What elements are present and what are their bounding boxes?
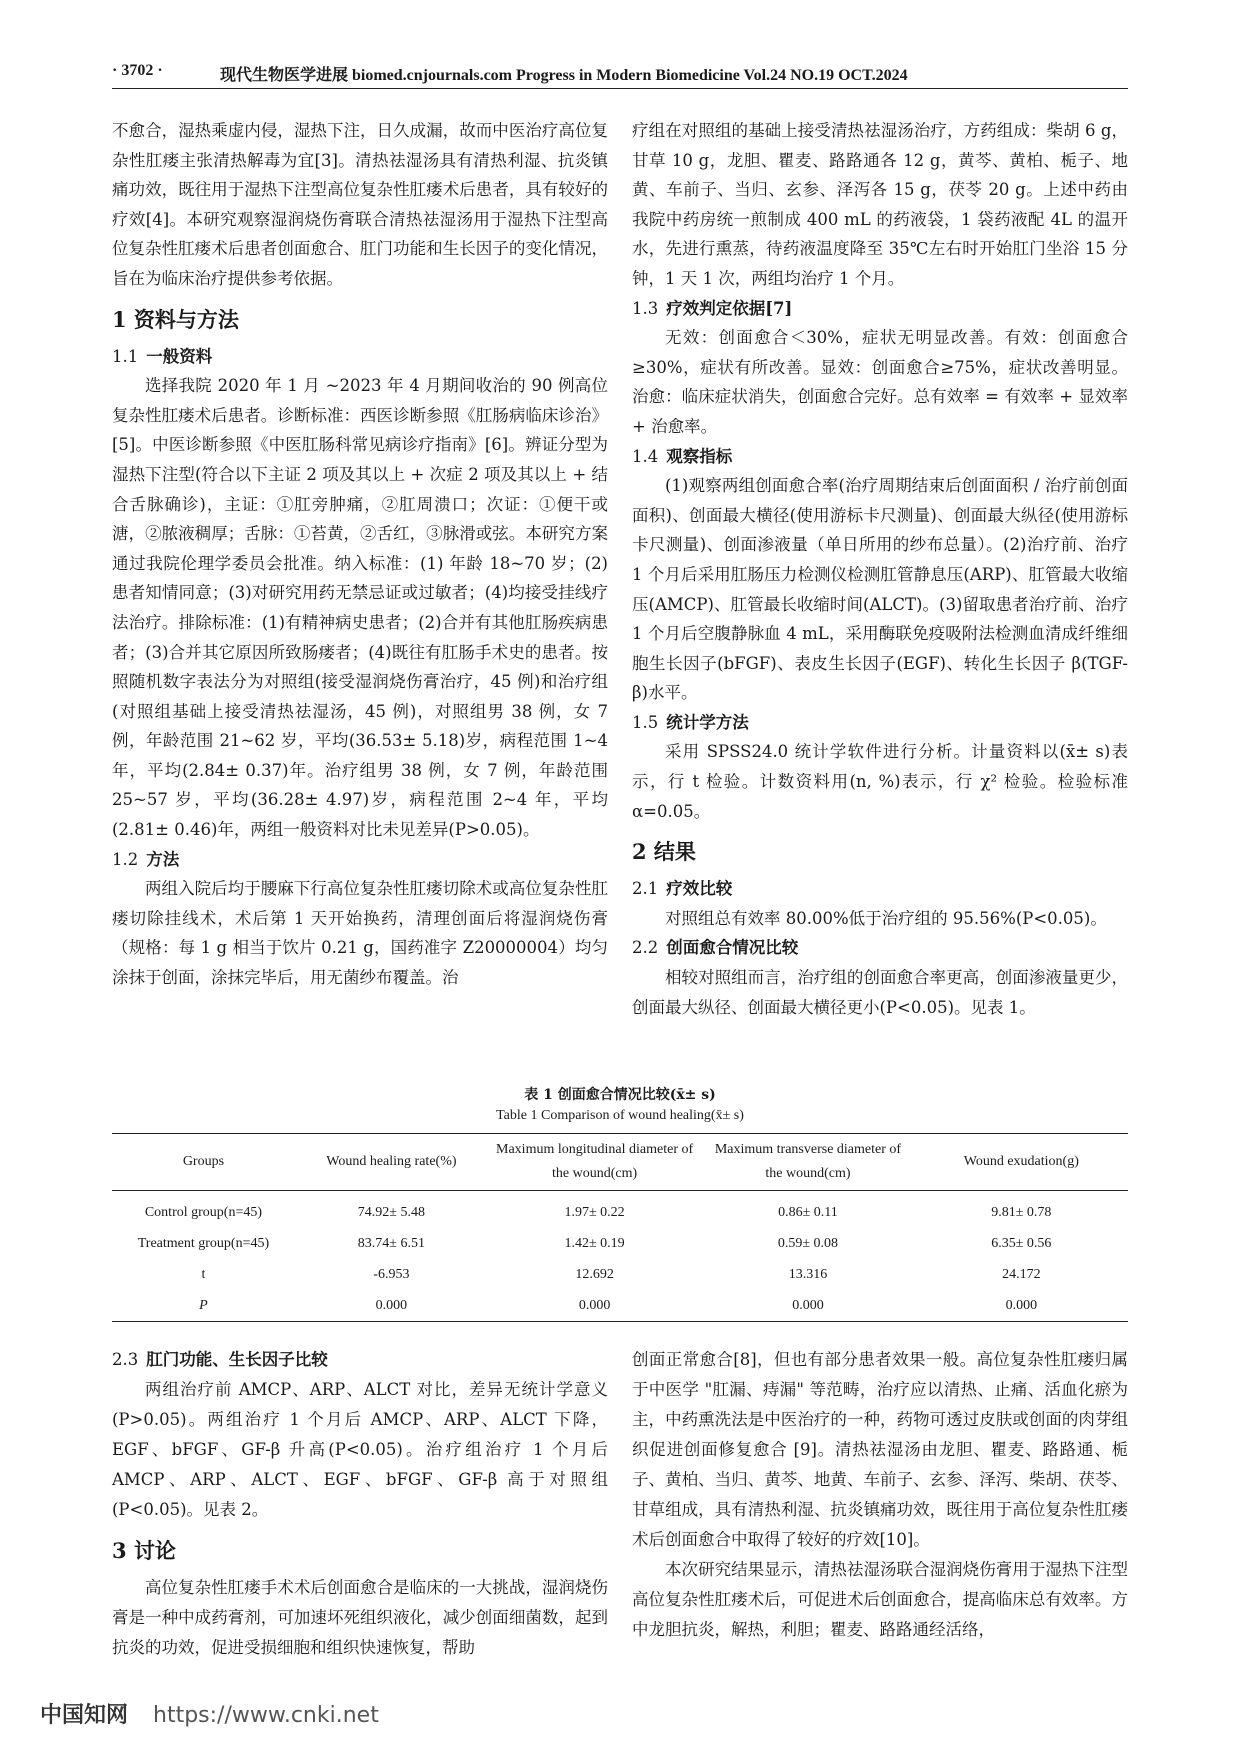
table-cell: 83.74± 6.51 — [357, 1235, 425, 1251]
right-column — [632, 116, 1128, 1022]
subsection-heading-statistics — [632, 708, 1128, 738]
table-header-cell: Maximum longitudinal diameter of the wound(cm) — [488, 1134, 701, 1191]
subsection-number: 1.1 — [112, 346, 139, 366]
table-caption-zh: 表 1 创面愈合情况比较(x̄± s) — [524, 1087, 716, 1103]
paragraph-indicators: (1)观察两组创面愈合率(治疗周期结束后创面面积 / 治疗前创面面积)、创面最大横径(使用游标卡尺测量)、创面最大纵径(使用游标卡尺测量)、创面渗液量（单日所用的纱布总量）。(2)治疗前、治疗 1 个月后采用肛肠压力检测仪检测肛管静息压(ARP)、肛管最大收缩压(AMCP)、肛管最长收缩时间(ALCT)。(3)留取患者治疗前、治疗 1 个月后空腹静脉血 4 mL，采用酶联免疫吸附法检测血清成纤维细胞生长因子(bFGF)、表皮生长因子(EGF)、转化生长因子 β(TGF-β)水平。 — [632, 476, 1128, 703]
table-cell: 0.86± 0.11 — [778, 1204, 838, 1220]
subsection-number: 1.2 — [112, 849, 139, 869]
table-cell: 13.316 — [788, 1266, 828, 1282]
subsection-number: 1.3 — [632, 298, 659, 318]
paragraph-results-summary: 本次研究结果显示，清热祛湿汤联合湿润烧伤膏用于湿热下注型高位复杂性肛瘘术后，可促进术后创面愈合，提高临床总有效率。方中龙胆抗炎，解热，利胆；瞿麦、路路通经活络， — [632, 1560, 1128, 1639]
table-cell: -6.953 — [373, 1266, 410, 1282]
subsection-number: 2.3 — [112, 1350, 139, 1369]
table-header-cell: Wound healing rate(%) — [295, 1134, 488, 1191]
table-caption-en: Table 1 Comparison of wound healing(x̄± s) — [496, 1108, 744, 1123]
cnki-url[interactable]: https://www.cnki.net — [153, 1703, 379, 1728]
table-cell: Control group(n=45) — [144, 1204, 263, 1220]
paragraph-wound: 相较对照组而言，治疗组的创面愈合率更高，创面渗液量更少，创面最大纵径、创面最大横径更小(P<0.05)。见表 1。 — [632, 968, 1128, 1017]
table-header-cell: Wound exudation(g) — [915, 1134, 1128, 1191]
table-cell: t — [201, 1266, 206, 1282]
table-cell: 9.81± 0.78 — [991, 1204, 1052, 1220]
section-heading-discussion: 3 讨论 — [112, 1537, 176, 1563]
footer-watermark — [40, 1698, 379, 1729]
subsection-title: 一般资料 — [146, 346, 213, 366]
subsection-number: 1.5 — [632, 712, 659, 732]
table-cell: 1.42± 0.19 — [564, 1235, 625, 1251]
subsection-number: 1.4 — [632, 446, 659, 466]
table-row — [112, 1228, 1128, 1259]
table-cell: 74.92± 5.48 — [357, 1204, 425, 1220]
table-cell: 24.172 — [1002, 1266, 1041, 1282]
table-cell: Treatment group(n=45) — [137, 1235, 270, 1251]
table-header-cell: Maximum transverse diameter of the wound(cm) — [701, 1134, 914, 1191]
table-cell: 6.35± 0.56 — [991, 1235, 1052, 1251]
subsection-heading-general — [112, 342, 608, 372]
subsection-title: 疗效判定依据[7] — [666, 298, 793, 318]
subsection-heading-method — [112, 845, 608, 875]
paragraph-method-continued: 疗组在对照组的基础上接受清热祛湿汤治疗，方药组成：柴胡 6 g，甘草 10 g，龙胆、瞿麦、路路通各 12 g，黄芩、黄柏、栀子、地黄、车前子、当归、玄参、泽泻各 15 g，茯苓 20 g。上述中药由我院中药房统一煎制成 400 mL 的药液袋，1 袋药液配 4L 的温开水，先进行熏蒸，待药液温度降至 35℃左右时开始肛门坐浴 15 分钟，1 天 1 次，两组均治疗 1 个月。 — [632, 121, 1128, 288]
section-heading-results: 2 结果 — [632, 839, 696, 865]
subsection-number: 2.1 — [632, 879, 659, 899]
section-heading-methods: 1 资料与方法 — [112, 306, 239, 332]
bottom-right-column — [632, 1345, 1128, 1645]
intro-paragraph: 不愈合，湿热乘虚内侵，湿热下注，日久成漏，故而中医治疗高位复杂性肛瘘主张清热解毒为宜[3]。清热祛湿汤具有清热利湿、抗炎镇痛功效，既往用于湿热下注型高位复杂性肛瘘术后患者，具有较好的疗效[4]。本研究观察湿润烧伤膏联合清热祛湿汤用于湿热下注型高位复杂性肛瘘术后患者创面愈合、肛门功能和生长因子的变化情况，旨在为临床治疗提供参考依据。 — [112, 121, 608, 288]
subsection-heading-wound — [632, 933, 1128, 963]
paragraph-method: 两组入院后均于腰麻下行高位复杂性肛瘘切除术或高位复杂性肛瘘切除挂线术，术后第 1 天开始换药，清理创面后将湿润烧伤膏（规格：每 1 g 相当于饮片 0.21 g，国药准字 Z20000004）均匀涂抹于创面，涂抹完毕后，用无菌纱布覆盖。治 — [112, 879, 608, 988]
subsection-heading-indicators — [632, 442, 1128, 472]
table-row — [112, 1259, 1128, 1290]
subsection-title: 疗效比较 — [666, 879, 733, 899]
table-header-row — [112, 1134, 1128, 1191]
subsection-heading-criteria — [632, 294, 1128, 324]
cnki-logo: 中国知网 — [40, 1703, 129, 1728]
table-cell: 0.000 — [1005, 1297, 1038, 1313]
left-column — [112, 116, 608, 993]
subsection-title: 创面愈合情况比较 — [666, 938, 799, 958]
subsection-title: 方法 — [146, 849, 180, 869]
table-cell: 0.000 — [792, 1297, 824, 1313]
subsection-heading-anal-function — [112, 1345, 608, 1375]
journal-line: 现代生物医学进展 biomed.cnjournals.com Progress in Modern Biomedicine Vol.24 NO.19 OCT.2024 — [220, 67, 908, 84]
table-row — [112, 1191, 1128, 1229]
subsection-number: 2.2 — [632, 938, 659, 958]
bottom-left-column — [112, 1345, 608, 1663]
paragraph-discussion-continued: 创面正常愈合[8]，但也有部分患者效果一般。高位复杂性肛瘘归属于中医学 "肛漏、痔漏" 等范畴，治疗应以清热、止痛、活血化瘀为主，中药熏洗法是中医治疗的一种，药物可透过皮肤或创面的肉芽组织促进创面修复愈合 [9]。清热祛湿汤由龙胆、瞿麦、路路通、栀子、黄柏、当归、黄芩、地黄、车前子、玄参、泽泻、柴胡、茯苓、甘草组成，具有清热利湿、抗炎镇痛功效，既往用于高位复杂性肛瘘术后创面愈合中取得了较好的疗效[10]。 — [632, 1350, 1128, 1549]
subsection-heading-efficacy — [632, 874, 1128, 904]
table-cell: 0.59± 0.08 — [777, 1235, 839, 1251]
paragraph-criteria: 无效：创面愈合＜30%，症状无明显改善。有效：创面愈合≥30%，症状有所改善。显效：创面愈合≥75%，症状改善明显。治愈：临床症状消失，创面愈合完好。总有效率 = 有效率 + 显效率 + 治愈率。 — [632, 328, 1128, 436]
table-cell: 0.000 — [375, 1297, 408, 1313]
table-cell: 1.97± 0.22 — [564, 1204, 625, 1220]
subsection-title: 肛门功能、生长因子比较 — [146, 1350, 328, 1369]
paragraph-statistics: 采用 SPSS24.0 统计学软件进行分析。计量资料以(x̄± s)表示，行 t 检验。计数资料用(n, %)表示，行 χ² 检验。检验标准 α=0.05。 — [632, 742, 1128, 821]
paragraph-discussion: 高位复杂性肛瘘手术术后创面愈合是临床的一大挑战，湿润烧伤膏是一种中成药膏剂，可加速坏死组织液化，减少创面细菌数，起到抗炎的功效，促进受损细胞和组织快速恢复，帮助 — [112, 1577, 608, 1657]
paragraph-efficacy: 对照组总有效率 80.00%低于治疗组的 95.56%(P<0.05)。 — [665, 908, 1107, 928]
table-row — [112, 1290, 1128, 1322]
subsection-title: 统计学方法 — [666, 712, 749, 732]
paragraph-anal-function: 两组治疗前 AMCP、ARP、ALCT 对比，差异无统计学意义(P>0.05)。两组治疗 1 个月后 AMCP、ARP、ALCT 下降，EGF、bFGF、GF-β 升高(P<0.05)。治疗组治疗 1 个月后 AMCP、ARP、ALCT、EGF、bFGF、GF-β 高于对照组(P<0.05)。见表 2。 — [112, 1379, 608, 1519]
table-cell: P — [199, 1297, 208, 1313]
running-header — [112, 58, 1128, 89]
table-cell: 12.692 — [575, 1266, 614, 1282]
subsection-title: 观察指标 — [666, 446, 733, 466]
wound-healing-table — [112, 1133, 1128, 1322]
page-number: · 3702 · — [112, 62, 163, 79]
paragraph-general-data: 选择我院 2020 年 1 月 ~2023 年 4 月期间收治的 90 例高位复杂性肛瘘术后患者。诊断标准：西医诊断参照《肛肠病临床诊治》[5]。中医诊断参照《中医肛肠科常见病诊疗指南》[6]。辨证分型为湿热下注型(符合以下主证 2 项及其以上 + 次症 2 项及其以上 + 结合舌脉确诊)，主证：①肛旁肿痛，②肛周溃口；次证：①便干或溏，②脓液稠厚；舌脉：①苔黄，②舌红，③脉滑或弦。本研究方案通过我院伦理学委员会批准。纳入标准：(1) 年龄 18~70 岁；(2)患者知情同意；(3)对研究用药无禁忌证或过敏者；(4)均接受挂线疗法治疗。排除标准：(1)有精神病史患者；(2)合并有其他肛肠疾病患者；(3)合并其它原因所致肠瘘者；(4)既往有肛肠手术史的患者。按照随机数字表法分为对照组(接受湿润烧伤膏治疗，45 例)和治疗组(对照组基础上接受清热祛湿汤，45 例)，对照组男 38 例，女 7 例，年龄范围 21~62 岁，平均(36.53± 5.18)岁，病程范围 1~4 年，平均(2.84± 0.37)年。治疗组男 38 例，女 7 例，年龄范围 25~57 岁，平均(36.28± 4.97)岁，病程范围 2~4 年，平均(2.81± 0.46)年，两组一般资料对比未见差异(P>0.05)。 — [112, 376, 608, 840]
table-cell: 0.000 — [578, 1297, 611, 1313]
table-header-cell: Groups — [112, 1134, 295, 1191]
